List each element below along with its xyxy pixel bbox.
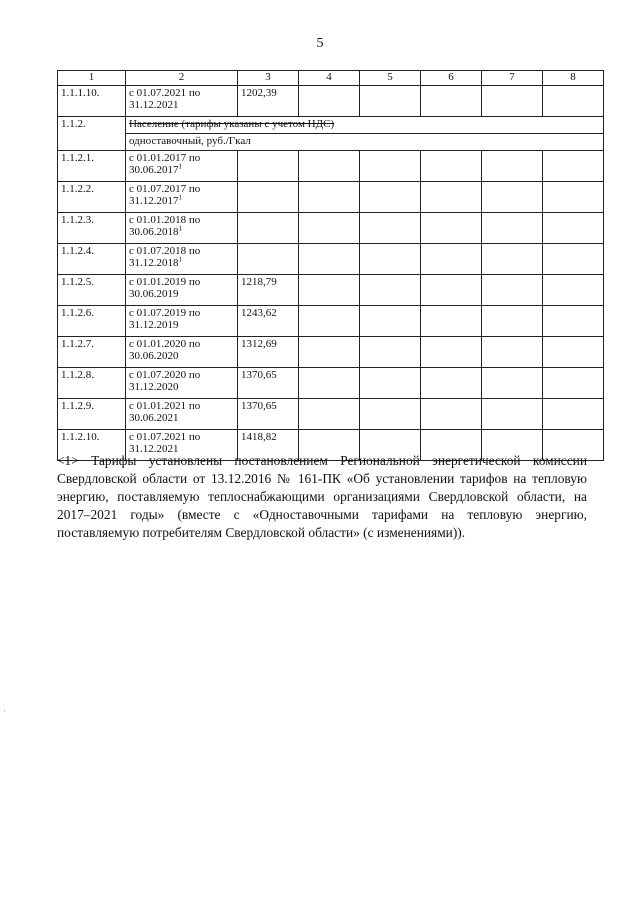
empty-cell <box>360 244 421 275</box>
tariff-value <box>238 213 299 244</box>
empty-cell <box>421 213 482 244</box>
empty-cell <box>543 151 604 182</box>
empty-cell <box>421 399 482 430</box>
empty-cell <box>421 244 482 275</box>
table-row <box>58 244 604 275</box>
row-period: с 01.01.2018 по 30.06.2018 <box>129 214 201 238</box>
empty-cell <box>299 244 360 275</box>
row-period: с 01.07.2020 по 31.12.2020 <box>129 369 201 393</box>
empty-cell <box>360 399 421 430</box>
footnote-ref: 1 <box>178 255 182 264</box>
group-code: 1.1.2. <box>58 117 126 151</box>
empty-cell <box>421 337 482 368</box>
column-header: 4 <box>299 71 360 86</box>
empty-cell <box>421 86 482 117</box>
footnote-ref: 1 <box>178 162 182 171</box>
empty-cell <box>482 151 543 182</box>
row-period-cell <box>126 306 238 337</box>
empty-cell <box>482 337 543 368</box>
empty-cell <box>543 275 604 306</box>
group-label-line1 <box>126 117 604 134</box>
empty-cell <box>360 151 421 182</box>
row-period-cell <box>126 337 238 368</box>
column-header: 1 <box>58 71 126 86</box>
column-header: 2 <box>126 71 238 86</box>
group-heading-row <box>58 117 604 134</box>
group-heading-row <box>58 134 604 151</box>
empty-cell <box>482 182 543 213</box>
row-period: с 01.01.2020 по 30.06.2020 <box>129 338 201 362</box>
empty-cell <box>360 182 421 213</box>
row-period-cell <box>126 86 238 117</box>
row-period-cell <box>126 151 238 182</box>
group-label-text: Население (тарифы указаны с учетом НДС) <box>129 118 335 130</box>
footnote-ref: 1 <box>178 224 182 233</box>
row-code: 1.1.2.10. <box>58 430 126 461</box>
row-period: с 01.07.2021 по 31.12.2021 <box>129 87 201 111</box>
empty-cell <box>299 399 360 430</box>
empty-cell <box>421 151 482 182</box>
empty-cell <box>543 213 604 244</box>
empty-cell <box>421 275 482 306</box>
row-code: 1.1.2.6. <box>58 306 126 337</box>
row-period: с 01.01.2017 по 30.06.2017 <box>129 152 201 176</box>
empty-cell <box>299 213 360 244</box>
empty-cell <box>482 275 543 306</box>
empty-cell <box>421 182 482 213</box>
empty-cell <box>299 275 360 306</box>
column-header: 3 <box>238 71 299 86</box>
tariff-value: 1370,65 <box>238 399 299 430</box>
tariff-value: 1370,65 <box>238 368 299 399</box>
empty-cell <box>421 306 482 337</box>
empty-cell <box>299 306 360 337</box>
table-row <box>58 337 604 368</box>
empty-cell <box>543 306 604 337</box>
table-row <box>58 275 604 306</box>
row-period-cell <box>126 213 238 244</box>
empty-cell <box>360 86 421 117</box>
margin-mark: · <box>3 706 6 716</box>
empty-cell <box>482 399 543 430</box>
tariff-value: 1243,62 <box>238 306 299 337</box>
empty-cell <box>482 213 543 244</box>
empty-cell <box>299 337 360 368</box>
tariff-table <box>57 70 604 461</box>
empty-cell <box>543 86 604 117</box>
tariff-value: 1418,82 <box>238 430 299 461</box>
footnote-ref: 1 <box>178 193 182 202</box>
table-row <box>58 213 604 244</box>
row-period-cell <box>126 182 238 213</box>
empty-cell <box>299 86 360 117</box>
row-code: 1.1.1.10. <box>58 86 126 117</box>
column-header: 8 <box>543 71 604 86</box>
empty-cell <box>360 306 421 337</box>
column-header: 5 <box>360 71 421 86</box>
row-period: с 01.07.2017 по 31.12.2017 <box>129 183 201 207</box>
page-number: 5 <box>316 36 324 51</box>
table-row <box>58 306 604 337</box>
empty-cell <box>360 213 421 244</box>
column-header: 6 <box>421 71 482 86</box>
empty-cell <box>543 182 604 213</box>
empty-cell <box>543 337 604 368</box>
empty-cell <box>299 182 360 213</box>
row-period: с 01.01.2019 по 30.06.2019 <box>129 276 201 300</box>
row-period: с 01.07.2018 по 31.12.2018 <box>129 245 201 269</box>
empty-cell <box>482 306 543 337</box>
tariff-value: 1312,69 <box>238 337 299 368</box>
empty-cell <box>482 86 543 117</box>
row-period: с 01.07.2021 по 31.12.2021 <box>129 431 201 455</box>
empty-cell <box>360 368 421 399</box>
empty-cell <box>299 151 360 182</box>
row-period-cell <box>126 275 238 306</box>
table-row <box>58 151 604 182</box>
empty-cell <box>482 368 543 399</box>
tariff-value <box>238 182 299 213</box>
row-code: 1.1.2.4. <box>58 244 126 275</box>
row-period-cell <box>126 368 238 399</box>
tariff-value <box>238 151 299 182</box>
row-code: 1.1.2.3. <box>58 213 126 244</box>
tariff-value: 1218,79 <box>238 275 299 306</box>
table-row <box>58 368 604 399</box>
footnote: <1> Тарифы установлены постановлением Региональной энергетической комиссии Свердловской области от 13.12.2016 № 161-ПК «Об установлении тарифов на тепловую энергию, поставляемую теплоснабжающими организациями Свердловской области, на 2017–2021 годы» (вместе с «Одноставочными тарифами на тепловую энергию, поставляемую потребителям Свердловской области» (с изменениями)). <box>57 453 587 540</box>
empty-cell <box>360 275 421 306</box>
tariff-value <box>238 244 299 275</box>
group-label-line2: одноставочный, руб./Гкал <box>126 134 604 151</box>
row-code: 1.1.2.1. <box>58 151 126 182</box>
tariff-value: 1202,39 <box>238 86 299 117</box>
empty-cell <box>421 368 482 399</box>
row-period-cell <box>126 244 238 275</box>
empty-cell <box>482 244 543 275</box>
table-row <box>58 399 604 430</box>
row-code: 1.1.2.5. <box>58 275 126 306</box>
row-period: с 01.01.2021 по 30.06.2021 <box>129 400 201 424</box>
empty-cell <box>299 368 360 399</box>
column-header: 7 <box>482 71 543 86</box>
row-period-cell <box>126 399 238 430</box>
empty-cell <box>543 368 604 399</box>
row-code: 1.1.2.2. <box>58 182 126 213</box>
row-code: 1.1.2.7. <box>58 337 126 368</box>
row-period: с 01.07.2019 по 31.12.2019 <box>129 307 201 331</box>
empty-cell <box>543 244 604 275</box>
table-row <box>58 86 604 117</box>
table-row <box>58 182 604 213</box>
row-code: 1.1.2.9. <box>58 399 126 430</box>
row-code: 1.1.2.8. <box>58 368 126 399</box>
empty-cell <box>360 337 421 368</box>
table-body <box>58 86 604 461</box>
empty-cell <box>543 399 604 430</box>
table-header-row <box>58 71 604 86</box>
